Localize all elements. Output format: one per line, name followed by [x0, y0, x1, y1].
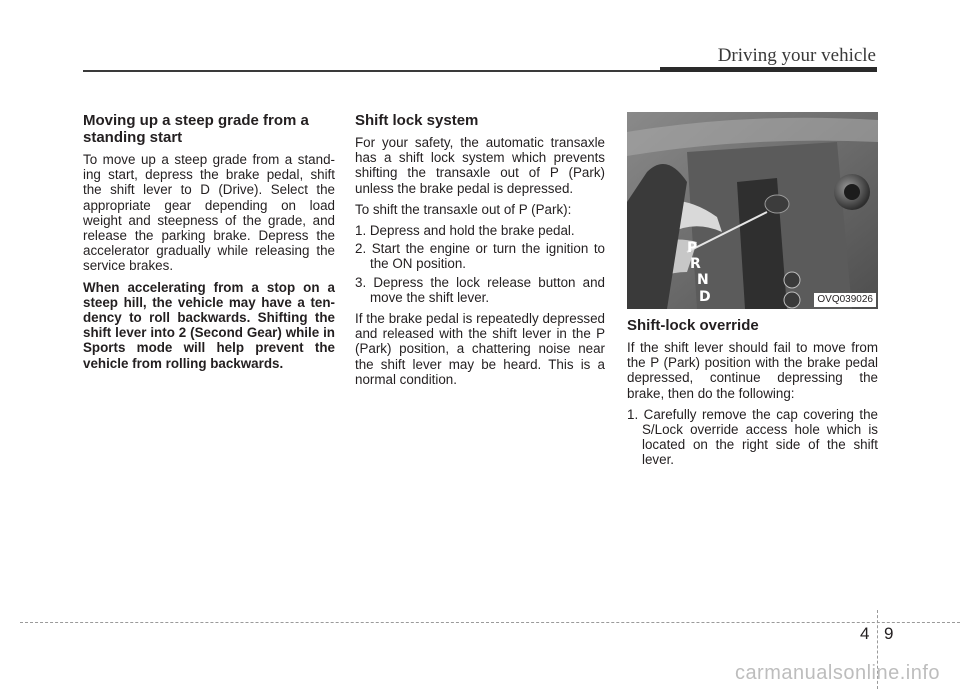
- steep-grade-paragraph: To move up a steep grade from a stand-ing start, depress the brake pedal, shift the shift lever to D (Drive). Select the appropriate gear depending on load weight and steepness of the grade, and release the parking brake. Depress the accelerator gradually while releasing the service brakes.: [83, 152, 335, 274]
- gear-letter-r: R: [690, 256, 701, 272]
- steep-grade-warning: When accelerating from a stop on a steep hill, the vehicle may have a ten-dency to roll backwards. Shifting the shift lever into 2 (Second Gear) while in Sports mode will help prevent the vehicle from rolling backwards.: [83, 279, 335, 371]
- column-1: [83, 112, 335, 377]
- page-number: 9: [884, 624, 894, 643]
- figure-code: OVQ039026: [814, 293, 876, 307]
- column-3: [627, 112, 878, 474]
- list-item: 3. Depress the lock release button and move the shift lever.: [355, 274, 605, 305]
- header-rule-bold: [660, 67, 877, 72]
- shift-lever-photo: [627, 112, 878, 309]
- steep-grade-heading: Moving up a steep grade from a standing start: [83, 112, 309, 146]
- shift-lock-heading: Shift lock system: [355, 112, 479, 129]
- header-rule: [83, 70, 660, 72]
- shift-lock-intro: For your safety, the automatic transaxle has a shift lock system which prevents shifting the transaxle out of P (Park) unless the brake pedal is depressed.: [355, 135, 605, 196]
- column-2: [355, 112, 605, 393]
- shift-out-of-park-intro: To shift the transaxle out of P (Park):: [355, 201, 572, 217]
- override-intro: If the shift lever should fail to move from the P (Park) position with the brake pedal depressed, continue depressing the brake, then do the following:: [627, 340, 878, 401]
- gear-letter-d: D: [699, 289, 711, 305]
- shift-console-illustration: [627, 112, 878, 309]
- override-heading: Shift-lock override: [627, 317, 759, 334]
- gear-letter-n: N: [697, 272, 709, 288]
- list-item: 1. Depress and hold the brake pedal.: [355, 223, 575, 239]
- list-item: 2. Start the engine or turn the ignition to the ON position.: [355, 241, 605, 272]
- chapter-number: 4: [860, 624, 870, 643]
- chattering-note: If the brake pedal is repeatedly depressed and released with the shift lever in the P (Park) position, a chattering noise near the shift lever may be heard. This is a normal condition.: [355, 311, 605, 387]
- override-steps: [627, 407, 878, 468]
- gear-letter-p: P: [687, 240, 698, 256]
- footer-rule: [20, 622, 960, 624]
- list-item: 1. Carefully remove the cap covering the S/Lock override access hole which is located on the right side of the shift lever.: [627, 406, 878, 468]
- watermark: carmanualsonline.info: [734, 662, 940, 684]
- section-title: Driving your vehicle: [717, 45, 876, 66]
- shift-lock-steps: [355, 223, 605, 305]
